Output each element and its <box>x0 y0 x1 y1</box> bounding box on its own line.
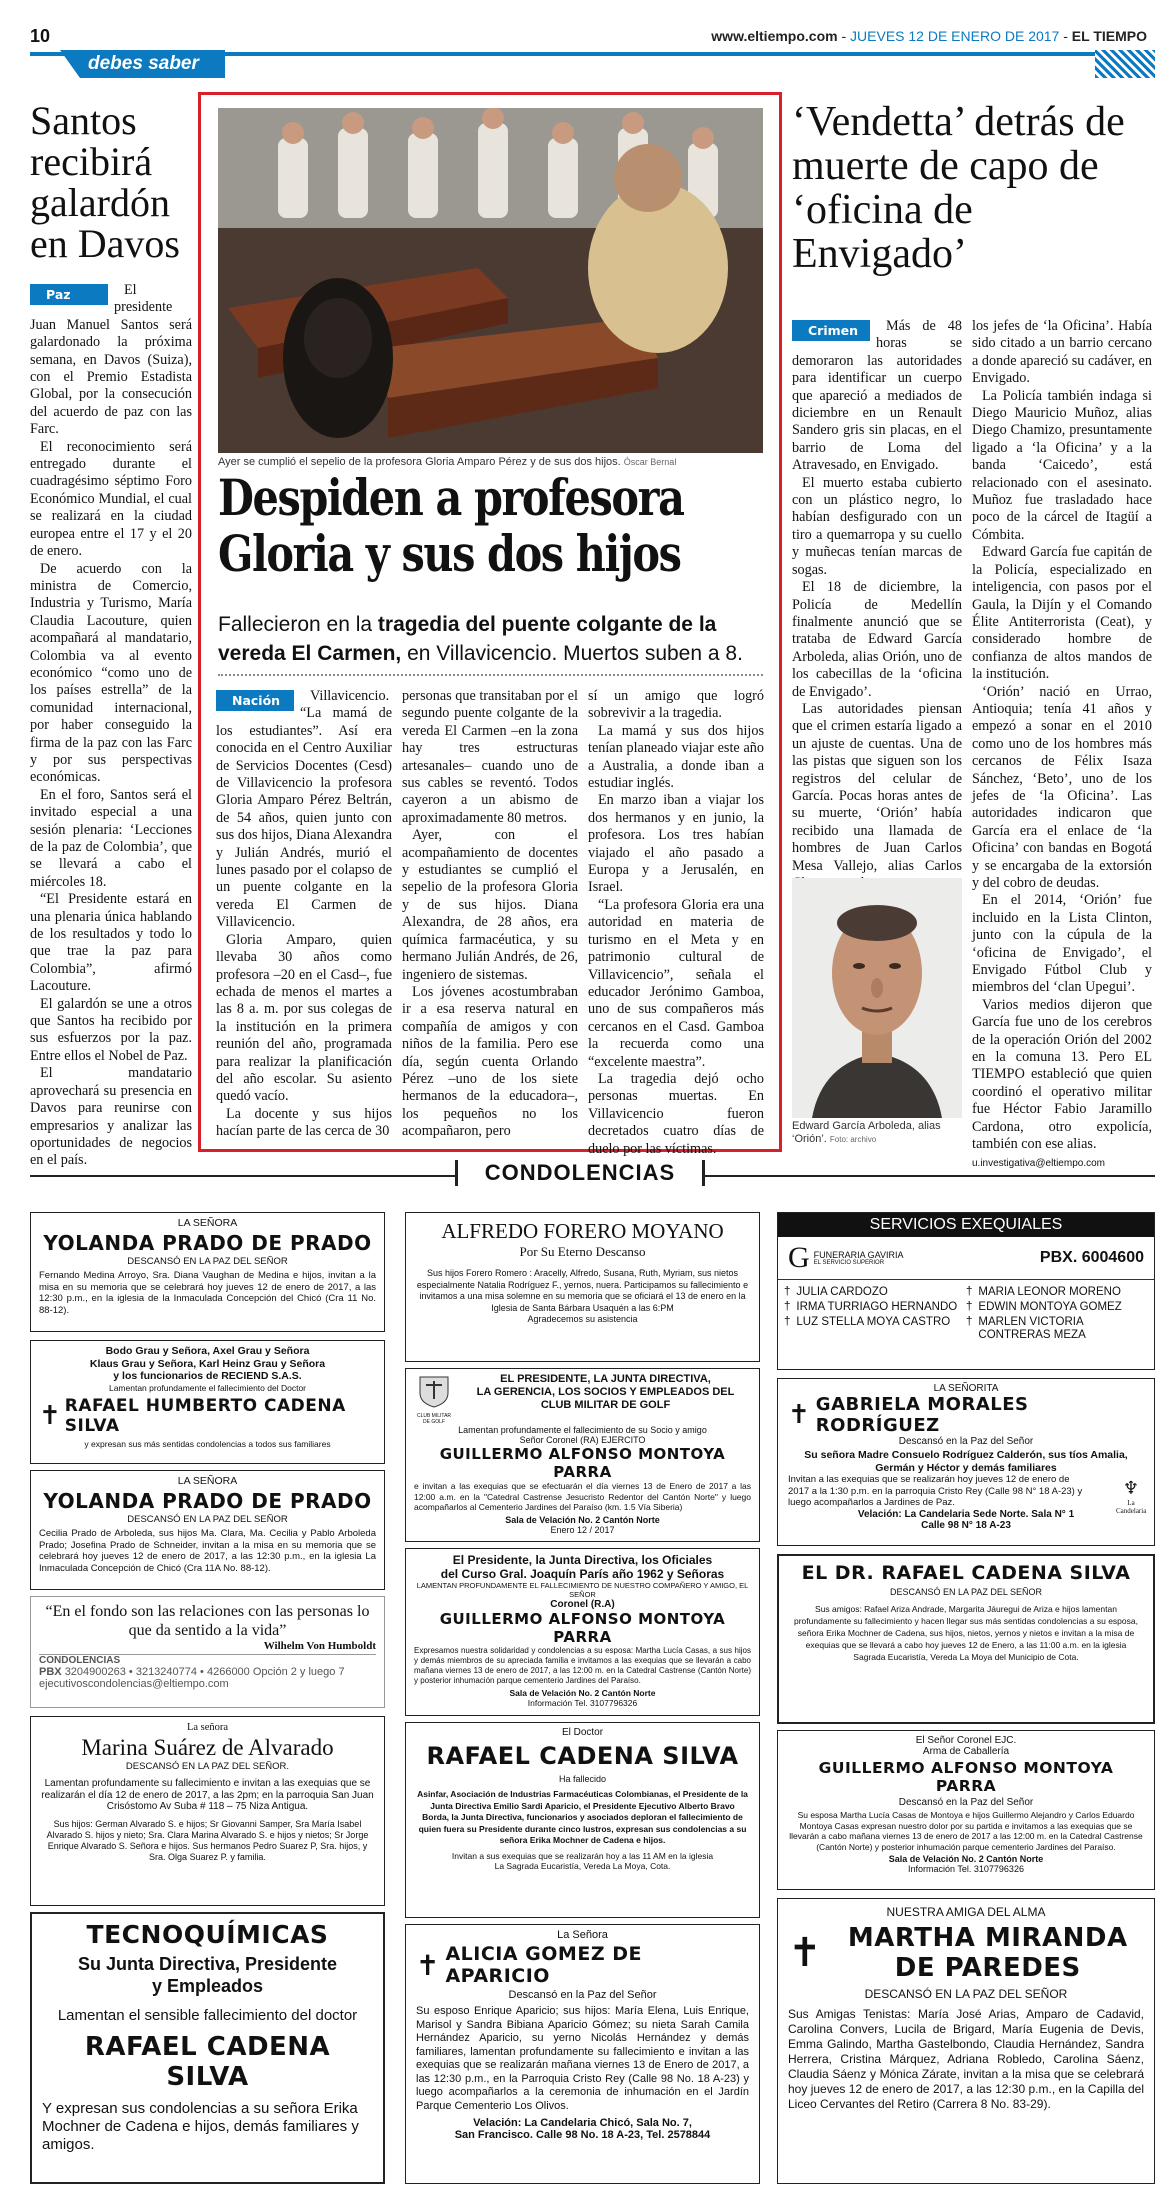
bodo-lines <box>39 1345 376 1383</box>
body-paragraph: La docente y sus hijos hacían parte de las cerca de 30 <box>216 1105 392 1140</box>
ad-curso-joaquin-paris <box>405 1548 760 1716</box>
asinfar-name: RAFAEL CADENA SILVA <box>426 1742 739 1770</box>
condolencias-title: CONDOLENCIAS <box>455 1160 705 1186</box>
martha-name: MARTHA MIRANDA DE PAREDES <box>847 1923 1128 1983</box>
issue-date: JUEVES 12 DE ENERO DE 2017 <box>850 28 1060 44</box>
candelaria-logo-icon: ♆ <box>1122 1478 1140 1498</box>
body-paragraph: Nación Villavicencio. “La mamá de los estudiantes”. Así era conocida en el Centro Auxiliar de Servicios Docentes (Cesd) de Villavicencio la profesora Gloria Amparo Pérez Beltrán, de 54 años, quien junto con sus dos hijos, Diana Alexandra y Julián Andrés, murió el lunes pasado por el colapso de un puente colgante en la vereda El Carmen de Villavicencio. <box>216 688 392 931</box>
gabriela-pre: LA SEÑORITA <box>933 1383 999 1394</box>
cross-icon: † <box>966 1301 973 1313</box>
body-paragraph: La Policía también indaga si Diego Mauricio Muñoz, alias Diego Chamizo, presuntamente ligado a ‘la Oficina’ y a la banda ‘Caicedo’, está relacionado con el asesinato. Muñoz fue trasladado hace poco de la cárcel de Itagüí a Cómbita. <box>972 387 1152 543</box>
ad-asinfar <box>405 1722 760 1918</box>
dr-sub: DESCANSÓ EN LA PAZ DEL SEÑOR <box>889 1587 1043 1597</box>
bodo-name: RAFAEL HUMBERTO CADENA SILVA <box>64 1395 346 1436</box>
dr-name: EL DR. RAFAEL CADENA SILVA <box>801 1562 1131 1584</box>
funeral-photo <box>218 108 763 453</box>
text-line: del Curso Gral. Joaquín París año 1962 y Señoras <box>440 1567 725 1581</box>
text-line: CLUB MILITAR DE GOLF <box>540 1399 671 1411</box>
dr-text: Sus amigos: Rafael Ariza Andrade, Margarita Jáuregui de Ariza e hijos lamentan profundamente su fallecimiento y hacen llegar sus más sentidas condolencias a su esposa, señora Erika Mochner de Cadena, sus hijos, nietos, yernos y nietos e invitan a la misa de exequias que se llevará a cabo hoy jueves 12 de Enero, a las 11:00 a.m. en la iglesia Sagrada Eucaristía, Vereda La Moya del Municipio de Cota. <box>794 1604 1138 1662</box>
ad-coronel-montoya <box>777 1730 1155 1890</box>
text-line: y los funcionarios de RECIEND S.A.S. <box>113 1370 302 1382</box>
funeraria-logo-icon: G <box>788 1241 810 1274</box>
page-number: 10 <box>30 26 51 46</box>
text-line: LA GERENCIA, LOS SOCIOS Y EMPLEADOS DEL <box>476 1386 735 1398</box>
yolanda1-pre: LA SEÑORA <box>177 1217 238 1229</box>
body-paragraph: En el 2014, ‘Orión’ fue incluido en la Lista Clinton, junto con la cúpula de la ‘oficina de Envigado’, el Envigado Fútbol Club y miembros del ‘clan Upegui’. <box>972 892 1152 996</box>
body-paragraph: Ayer, con el acompañamiento de docentes y estudiantes se cumplió el sepelio de la profesora Gloria y de sus hijos. Diana Alexandra, de 28 años, era química farmacéutica, y su hermano Julián Andrés, de 26, ingeniero de sistemas. <box>402 827 578 983</box>
tq-line1: Su Junta Directiva, Presidente <box>77 1954 338 1974</box>
candelaria-logo-text: La Candelaria <box>1116 1499 1147 1515</box>
text-line: El Presidente, la Junta Directiva, los Oficiales <box>452 1553 713 1567</box>
coronel-name: GUILLERMO ALFONSO MONTOYA PARRA <box>818 1759 1114 1795</box>
ad-tecnoquimicas <box>30 1912 385 2184</box>
yolanda2-pre: LA SEÑORA <box>177 1475 238 1487</box>
profesora-col-1 <box>216 688 392 1141</box>
promo-label: CONDOLENCIAS <box>39 1654 376 1666</box>
servicios-name-item <box>784 1286 966 1299</box>
coronel-arm: Arma de Caballería <box>922 1746 1010 1757</box>
alfredo-name: ALFREDO FORERO MOYANO <box>441 1219 724 1243</box>
tq-name: TECNOQUÍMICAS <box>86 1920 329 1949</box>
santos-article <box>30 100 192 1170</box>
profesora-col-3 <box>588 688 764 1158</box>
cross-icon: † <box>784 1316 791 1328</box>
club-rank: Señor Coronel (RA) EJERCITO <box>519 1435 646 1445</box>
asinfar-text: Asinfar, Asociación de Industrias Farmacéuticas Colombianas, el Presidente de la Junta Directiva Emilio Sardi Aparicio, el Presidente Ejecutivo Alberto Bravo Borda, la Junta Directiva, funcionarios y asociados deploran el fallecimiento de quien fuera su Presidente durante cinco lustros, expresan sus condolencias a su señora Erika Mochner de Cadena e hijos. <box>417 1789 748 1845</box>
alicia-sub: Descansó en la Paz del Señor <box>508 1989 657 2001</box>
body-paragraph: Gloria Amparo, quien llevaba 30 años como profesora –20 en el Casd–, fue echada de menos el martes a las 8 a. m. por sus colegas de la institución en la primera reunión del año, programada para realizar la planificación del año escolar. Su asiento quedó vacío. <box>216 931 392 1105</box>
ad-alfredo <box>405 1212 760 1362</box>
alfredo-thanks: Agradecemos su asistencia <box>527 1314 638 1324</box>
deceased-name: IRMA TURRIAGO HERNANDO <box>796 1301 958 1313</box>
deceased-name: LUZ STELLA MOYA CASTRO <box>796 1316 951 1328</box>
gabriela-text: Invitan a las exequias que se realizarán hoy jueves 12 de enero de 2017 a la 1:30 p.m. en la parroquia Cristo Rey (Calle 98 N° 18 A-23) y luego acompañarlos a Jardines de Paz. <box>788 1474 1083 1508</box>
ad-alicia <box>405 1924 760 2184</box>
yolanda2-sub: DESCANSÓ EN LA PAZ DEL SEÑOR <box>127 1513 288 1525</box>
gabriela-lead: Su señora Madre Consuelo Rodríguez Calderón, sus tíos Amalia, Germán y Héctor y demás familiares <box>804 1449 1128 1474</box>
club-text: e invitan a las exequias que se efectuarán el día viernes 13 de Enero de 2017 a las 12:00 a.m. en la "Catedral Castrense Jesucristo Redentor del Cantón Norte" y luego acompañarlos al Cementerio Jardines del Paraíso (km. 1.5 Vía Siberia) <box>414 1481 751 1512</box>
servicios-name-item <box>966 1316 1148 1342</box>
deceased-name: MARIA LEONOR MORENO <box>978 1286 1121 1298</box>
body-paragraph: los jefes de ‘la Oficina’. Había sido citado a un barrio cercano a donde apareció su cadáver, en Envigado. <box>972 318 1152 387</box>
coronel-text: Su esposa Martha Lucía Casas de Montoya e hijos Guillermo Alejandro y Carlos Eduardo Montoya Casas expresan nuestro dolor por su partida e invitamos a las exequias que se llevarán a cabo mañana viernes 13 de enero de 2017 a las 12:00 m. en la Catedral Castrense (Cantón Norte) y posterior inhumación parque cementerio Jardines del Paraíso. <box>789 1810 1143 1852</box>
asinfar-pre: El Doctor <box>561 1727 604 1738</box>
body-paragraph: personas que transitaban por el segundo puente colgante de la vereda El Carmen –en la zona hay tres estructuras artesanales– cuando uno de sus cables se reventó. Todos cayeron a un abismo de aproximadamente 80 metros. <box>402 688 578 826</box>
promocion-name: GUILLERMO ALFONSO MONTOYA PARRA <box>439 1610 726 1646</box>
body-paragraph: Edward García fue capitán de la Policía, especializado en inteligencia, con pasos por el Gaula, la Dijín y el Comando Élite Antiterrorista (Ceat), y considerado hombre de confianza de altos mandos de la institución. <box>972 544 1152 683</box>
bodo-outro: y expresan sus más sentidas condolencias a todos sus familiares <box>84 1438 331 1449</box>
tq-intro: Lamentan el sensible fallecimiento del doctor <box>57 2007 358 2024</box>
tq-line2: y Empleados <box>151 1976 264 1996</box>
alicia-address: San Francisco. Calle 98 No. 18 A-23, Tel. 2578844 <box>454 2129 711 2141</box>
ad-bodo <box>30 1340 385 1464</box>
cross-icon: ✝ <box>39 1400 61 1431</box>
body-paragraph: Las autoridades piensan que el crimen estaría ligado a un ajuste de cuentas. Una de las pistas que siguen son los registros del celular de García. Pocas horas antes de su muerte, ‘Orión’ había recibido una llamada de hombres de Juan Carlos Mesa Vallejo, alias Carlos <box>792 700 962 874</box>
gabriela-name: GABRIELA MORALES RODRÍGUEZ <box>815 1394 1029 1436</box>
orion-caption-credit: Foto: archivo <box>829 1135 877 1144</box>
servicios-names-left <box>784 1284 966 1344</box>
body-paragraph: La tragedia dejó ocho personas muertas. En Villavicencio fueron decretados cuatro días de duelo por las víctimas. <box>588 1070 764 1157</box>
body-paragraph: La mamá y sus dos hijos tenían planeado viajar este año a Australia, a donde iban a estudiar inglés. <box>588 722 764 792</box>
body-paragraph: El galardón se une a otros que Santos ha recibido por sus esfuerzos por la paz. Entre ellos el Nobel de Paz. <box>30 995 192 1064</box>
section-tag: Nación <box>216 690 294 711</box>
text-line: Bodo Grau y Señora, Axel Grau y Señora <box>105 1345 310 1357</box>
ad-marina <box>30 1716 385 1906</box>
funeral-photo-caption <box>218 456 763 468</box>
ad-servicios-exequiales <box>777 1212 1155 1370</box>
deceased-name: EDWIN MONTOYA GOMEZ <box>978 1301 1122 1313</box>
body-paragraph: El 18 de diciembre, la Policía de Medellín finalmente anunció que se trataba de Edward García Arboleda, alias Orión, uno de los cabecillas de la ‘oficina de Envigado’. <box>792 579 962 700</box>
promo-pbx: PBX <box>39 1666 62 1678</box>
body-paragraph: En marzo iban a viajar los dos hermanos y en junio, la profesora. Los tres habían viajado el año pasado a Europa y a Jerusalén, en Israel. <box>588 792 764 896</box>
promo-quote: “En el fondo son las relaciones con las personas lo que da sentido a la vida” <box>45 1603 370 1639</box>
body-paragraph: sí un amigo que logró sobrevivir a la tragedia. <box>588 688 764 722</box>
masthead-line: www.eltiempo.com - JUEVES 12 DE ENERO DE 2017 - EL TIEMPO <box>711 28 1147 44</box>
section-tab-corner <box>60 50 80 78</box>
promocion-sala: Sala de Velación No. 2 Cantón Norte <box>509 1688 656 1698</box>
asinfar-invite: Invitan a sus exequias que se realizarán hoy a las 11 AM en la iglesia <box>451 1850 714 1861</box>
body-paragraph: Los jóvenes acostumbraban ir a esa reserva natural en compañía de amigos y con niños de la familia. Pero ese día, según cuenta Orlando Pérez –uno de los siete hermanos de la educadora–, los pequeños no los acompañaron, pero <box>402 983 578 1140</box>
promocion-text: Expresamos nuestra solidaridad y condolencias a su esposa: Martha Lucía Casas, a sus hijos y demás miembros de su apreciada familia e invitamos a las exequias que se llevarán a cabo mañana viernes 13 de enero de 2017, a las 12:00 m. en la Catedral Castrense (Cantón Norte) y posterior inhumación parque cementerio Jardines del Paraíso. <box>414 1646 751 1685</box>
coronel-sub: Descansó en la Paz del Señor <box>898 1797 1034 1808</box>
alfredo-text: Sus hijos Forero Romero : Aracelly, Alfredo, Susana, Ruth, Myriam, sus nietos especialmente Natalia Rodríguez F., yernos, nuera. Participamos su fallecimiento e invitamos a una misa solemne en su memoria que se oficiará el 13 de enero en la Iglesia de Santa Bárbara Usaquén a las 6:PM <box>416 1268 749 1313</box>
section-tag: Crimen <box>792 320 870 341</box>
gabriela-velacion: Velación: La Candelaria Sede Norte. Sala N° 1 <box>857 1508 1075 1520</box>
marina-family: Sus hijos: German Alvarado S. e hijos; Sr Giovanni Samper, Sra María Isabel Alvarado S. hijos y nieto; Sra. Clara Marina Alvarado S. e hijos y nietos; Sr Jorge Enrique Alvarado S. Señora e hijos. Sus hermanos Pedro Suarez P, Sra. hijos, y Sra. Olga Suarez P. y familia. <box>46 1818 369 1862</box>
asinfar-sub: Ha fallecido <box>558 1774 607 1784</box>
profesora-col-2 <box>402 688 578 1141</box>
marina-pre: La señora <box>186 1722 229 1733</box>
servicios-names-right <box>966 1284 1148 1344</box>
profesora-subheadline <box>218 610 763 676</box>
orion-caption <box>792 1120 962 1146</box>
body-paragraph: Varios medios dijeron que García fue uno de los cerebros de la operación Orión del 2002 en la comuna 13. Pero EL TIEMPO estableció que quien coordinó el operativo militar fue Héctor Fabio Jaramillo Cardona, otro expolicía, también con ese alias. <box>972 996 1152 1153</box>
cross-icon: † <box>784 1286 791 1298</box>
vendetta-col-1 <box>792 318 962 892</box>
sub-a: Fallecieron en la <box>218 613 378 636</box>
ad-promo-condolencias <box>30 1596 385 1708</box>
yolanda2-text: Cecilia Prado de Arboleda, sus hijos Ma. Clara, Ma. Cecilia y Pablo Arboleda Prado; Josefina Prado de Schneider, invitan a la misa en su memoria que se celebrará hoy jueves 12 de enero de 2017, a las 12:30 p.m., en la iglesia La Inmaculada Concepción de Chicó (Cra 11A No. 88-12). <box>39 1528 376 1574</box>
ad-gabriela <box>777 1378 1155 1546</box>
bodo-intro: Lamentan profundamente el fallecimiento del Doctor <box>108 1382 307 1393</box>
ad-club-militar <box>405 1368 760 1542</box>
section-tag: Paz <box>30 284 108 305</box>
gabriela-sub: Descansó en la Paz del Señor <box>898 1436 1034 1447</box>
orion-photo <box>792 878 962 1118</box>
orion-caption-text: Edward García Arboleda, alias ‘Orión’. <box>792 1120 941 1145</box>
cross-icon: ✝ <box>788 1400 810 1430</box>
body-paragraph: El muerto estaba cubierto con un plástico negro, lo habían desfigurado con un tiro a quemarropa y su cuello y muñecas tenían marcas de sogas. <box>792 474 962 578</box>
club-logo-text: CLUB MILITAR DE GOLF <box>416 1413 452 1425</box>
yolanda1-sub: DESCANSÓ EN LA PAZ DEL SEÑOR <box>127 1255 288 1267</box>
body-paragraph: “El Presidente estará en una plenaria única hablando de los resultados y todo lo que trae la paz para Colombia”, afirmó Lacouture. <box>30 891 192 995</box>
coronel-sala: Sala de Velación No. 2 Cantón Norte <box>888 1854 1044 1864</box>
servicios-name-item <box>784 1301 966 1314</box>
body-paragraph: “La profesora Gloria era una autoridad en materia de turismo en el Meta y en patrimonio cultural de Villavicencio”, señala el educador Jerónimo Gamboa, uno de sus compañeros más cercanos en el Casd. Gamboa la recuerda como una “excelente maestra”. <box>588 896 764 1070</box>
promocion-info: Información Tel. 3107796326 <box>527 1698 638 1708</box>
alicia-pre: La Señora <box>557 1929 608 1941</box>
sub-c: en Villavicencio. Muertos suben a 8. <box>401 642 743 665</box>
club-sala: Sala de Velación No. 2 Cantón Norte <box>505 1514 660 1525</box>
servicios-name-item <box>966 1301 1148 1314</box>
body-paragraph: Paz El presidente Juan Manuel Santos será galardonado la próxima semana, en Davos (Suiza), con el Premio Estadista Global, por la consecución del acuerdo de paz con las Farc. <box>30 282 192 438</box>
marina-sub: DESCANSÓ EN LA PAZ DEL SEÑOR. <box>125 1760 290 1772</box>
paper-name: EL TIEMPO <box>1071 28 1147 44</box>
promo-author: Wilhelm Von Humboldt <box>263 1640 376 1652</box>
cross-icon: † <box>784 1301 791 1313</box>
body-paragraph: El reconocimiento será entregado durante el cuadragésimo séptimo Foro Económico Mundial, el cual se realizará en la ciudad europea entre el 17 y el 20 de enero. <box>30 438 192 560</box>
martha-sub: DESCANSÓ EN LA PAZ DEL SEÑOR <box>864 1987 1068 2001</box>
caption-text: Ayer se cumplió el sepelio de la profesora Gloria Amparo Pérez y de sus dos hijos. <box>218 456 621 468</box>
section-tab: debes saber <box>80 50 225 78</box>
coronel-pre: El Señor Coronel EJC. <box>915 1735 1017 1746</box>
promocion-rank: Coronel (R.A) <box>550 1599 615 1610</box>
yolanda1-name: YOLANDA PRADO DE PRADO <box>43 1230 372 1255</box>
servicios-name-item <box>784 1316 966 1329</box>
vendetta-headline: ‘Vendetta’ detrás de muerte de capo de ‘oficina de Envigado’ <box>792 99 1125 277</box>
marina-text: Lamentan profundamente su fallecimiento e invitan a las exequias que se realizarán el día 12 de enero de 2017, a las 2pm; en la parroquia San Juan Crisóstomo Av Suba # 118 – 75 Niza Antigua. <box>41 1778 374 1812</box>
body-paragraph: Crimen Más de 48 horas se demoraron las autoridades para identificar un cuerpo que apareció a mediados de diciembre en un Renault Sandero gris sin placas, en el barrio de Loma del Atravesado, en Envigado. <box>792 318 962 474</box>
cross-icon: † <box>966 1286 973 1298</box>
club-lines <box>460 1373 751 1425</box>
ad-dr-rafael <box>777 1554 1155 1724</box>
profesora-headline: Despiden a profesora Gloria y sus dos hijos <box>218 468 684 583</box>
gabriela-velacion2: Calle 98 N° 18 A-23 <box>921 1519 1011 1531</box>
ad-martha-miranda <box>777 1898 1155 2184</box>
yolanda2-name: YOLANDA PRADO DE PRADO <box>43 1488 372 1513</box>
deceased-name: MARLEN VICTORIA CONTRERAS MEZA <box>978 1316 1086 1341</box>
body-paragraph: En el foro, Santos será el invitado especial a una sesión plenaria: ‘Lecciones de la paz de Colombia’, que se llevará a cabo el miércoles 18. <box>30 786 192 890</box>
deceased-name: JULIA CARDOZO <box>796 1286 888 1298</box>
tq-dr-name: RAFAEL CADENA SILVA <box>84 2032 331 2092</box>
santos-headline: Santos recibirá galardón en Davos <box>30 98 180 266</box>
text-line: EL PRESIDENTE, LA JUNTA DIRECTIVA, <box>500 1373 711 1385</box>
cross-icon: † <box>966 1316 973 1328</box>
sub-b: tragedia del puente colgante de la vereda El Carmen, <box>218 613 717 665</box>
alicia-text: Su esposo Enrique Aparicio; sus hijos: María Elena, Luis Enrique, Marisol y Sandra Bibiana Aparicio Gómez; su nieta Sarah Camila Hernández Aparicio, su yerno Nicolás Hernández y demás familiares, lamentan profundamente su fallecimiento e invitan a las exequias que se realizarán mañana viernes 13 de Enero de 2017, a las 12:30 p.m., en la Parroquia Cristo Rey (Calle 98 No. 18 A-23) y luego acompañarlos a la ceremonia de inhumación en el Jardín Parque Cementerio Los Olivos. <box>416 2005 749 2112</box>
club-name: GUILLERMO ALFONSO MONTOYA PARRA <box>439 1445 726 1481</box>
caption-credit: Óscar Bernal <box>623 457 677 467</box>
marina-name: Marina Suárez de Alvarado <box>81 1734 334 1760</box>
promo-email: ejecutivoscondolencias@eltiempo.com <box>39 1678 229 1690</box>
body-paragraph: De acuerdo con la ministra de Comercio, Industria y Turismo, María Claudia Lacouture, quien acompañará al mandatario, Colombia va al evento económico “como uno de los países estrella” de la comunidad internacional, por haber conseguido la firma de la paz con las Farc y por sus perspectivas económicas. <box>30 560 192 786</box>
body-paragraph: ‘Orión’ nació en Urrao, Antioquia; tenía 41 años y empezó a sonar en el 2010 como uno de los hombres más cercanos de Félix Isaza Sánchez, ‘Beto’, uno de los jefes de ‘la Oficina’. Las autoridades indicaron que García era el enlace de ‘la Oficina’ con bandas en Bogotá y se encargaba de la extorsión y del cobro de deudas. <box>972 683 1152 891</box>
alicia-velacion: Velación: La Candelaria Chicó, Sala No. 7, <box>473 2117 692 2129</box>
promocion-intro: LAMENTAN PROFUNDAMENTE EL FALLECIMIENTO DE NUESTRO COMPAÑERO Y AMIGO, EL SEÑOR <box>416 1581 749 1599</box>
ad-yolanda-2 <box>30 1470 385 1590</box>
author-email: u.investigativa@eltiempo.com <box>972 1157 1105 1169</box>
ad-yolanda-1 <box>30 1212 385 1332</box>
martha-text: Sus Amigas Tenistas: María José Arias, Amparo de Cadavid, Carolina Convers, Lucila de Brigard, María Eugenia de Devis, Emma Galindo, Martha Gastelbondo, Claudia Hernández, Sandra Herrera, Cristina Márquez, Adriana Robledo, Carolina Sáenz, Claudia Sáenz y Mónica Zárate, invitan a la misa que se celebrará hoy jueves 12 de enero de 2017, a las 12:30 p.m., en la Capilla del Liceo Cervantes del Retiro (Carrera 8 No. 83-29). <box>788 2007 1144 2111</box>
yolanda1-text: Fernando Medina Arroyo, Sra. Diana Vaughan de Medina e hijos, invitan a la misa en su memoria que se celebrará hoy jueves 12 de enero de 2017, a las 12:30 p.m., en la iglesia de la Inmaculada Concepción del Chicó (Cra 11 No. 88-12). <box>39 1270 376 1316</box>
tq-text: Y expresan sus condolencias a su señora Erika Mochner de Cadena e hijos, demás familiares y amigos. <box>42 2100 359 2153</box>
servicios-brand: FUNERARIA GAVIRIA <box>813 1250 904 1260</box>
vendetta-col-2 <box>972 318 1152 1169</box>
promocion-lines <box>414 1553 751 1581</box>
cross-icon: ✝ <box>416 1948 440 1982</box>
servicios-name-item <box>966 1286 1148 1299</box>
asinfar-church: La Sagrada Eucaristía, Vereda La Moya, Cota. <box>494 1860 671 1871</box>
site-url: www.eltiempo.com <box>711 28 838 44</box>
martha-pre: NUESTRA AMIGA DEL ALMA <box>886 1905 1046 1919</box>
candelaria-logo <box>1116 1478 1146 1515</box>
header-stripes <box>1095 50 1155 78</box>
text-line: Klaus Grau y Señora, Karl Heinz Grau y Señora <box>89 1357 326 1370</box>
cross-icon: ✝ <box>788 1930 822 1976</box>
body-paragraph: El mandatario aprovechará su presencia en Davos para reunirse con empresarios y analizar las oportunidades de negocios en el país. <box>30 1065 192 1169</box>
club-logo-icon <box>416 1373 452 1409</box>
club-intro: Lamentan profundamente el fallecimiento de su Socio y amigo <box>458 1425 707 1435</box>
servicios-phone: PBX. 6004600 <box>1039 1249 1144 1266</box>
alicia-name: ALICIA GOMEZ DE APARICIO <box>445 1943 642 1987</box>
alfredo-sub: Por Su Eterno Descanso <box>519 1244 646 1259</box>
promo-phones: 3204900263 • 3213240774 • 4266000 Opción 2 y luego 7 <box>64 1666 345 1678</box>
coronel-info: Información Tel. 3107796326 <box>908 1864 1024 1874</box>
servicios-brand-sub: EL SERVICIO SUPERIOR <box>813 1260 885 1266</box>
servicios-title: SERVICIOS EXEQUIALES <box>778 1213 1154 1237</box>
club-date: Enero 12 / 2017 <box>550 1524 615 1535</box>
